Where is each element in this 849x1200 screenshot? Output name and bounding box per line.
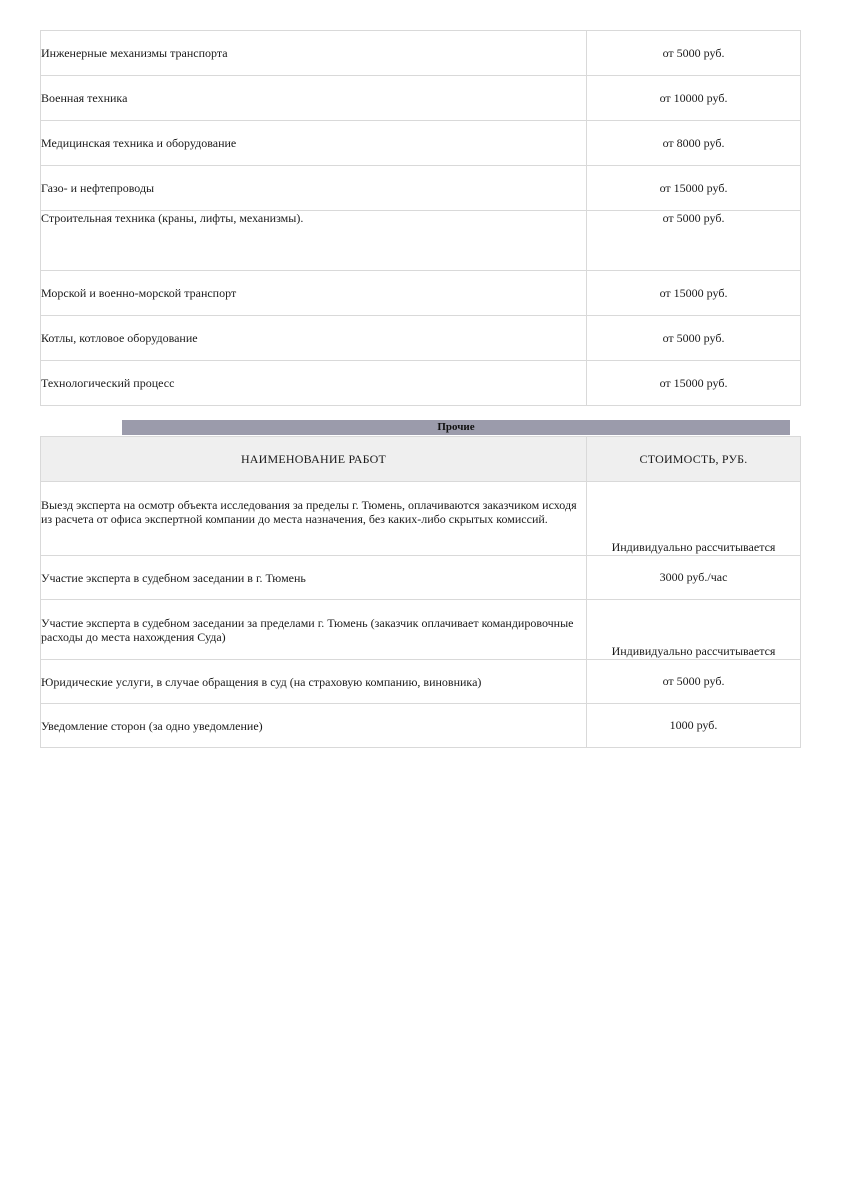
service-name: Участие эксперта в судебном заседании в г. Тюмень	[41, 556, 587, 600]
table-row	[41, 482, 801, 556]
table-row	[41, 556, 801, 600]
table-row	[41, 211, 801, 271]
service-name: Выезд эксперта на осмотр объекта исследования за пределы г. Тюмень, оплачиваются заказчиком исходя из расчета от офиса экспертной компании до места назначения, без каких-либо скрытых комиссий.	[41, 482, 587, 556]
section-title-band: Прочие	[122, 420, 790, 435]
service-price: Индивидуально рассчитывается	[587, 482, 801, 556]
service-price: 3000 руб./час	[587, 556, 801, 600]
table-header-row	[41, 437, 801, 482]
service-price: от 8000 руб.	[587, 121, 801, 166]
service-price: 1000 руб.	[587, 704, 801, 748]
table-row	[41, 316, 801, 361]
service-name: Инженерные механизмы транспорта	[41, 31, 587, 76]
service-price: Индивидуально рассчитывается	[587, 600, 801, 660]
service-name: Уведомление сторон (за одно уведомление)	[41, 704, 587, 748]
equipment-price-table	[40, 30, 801, 406]
table-row	[41, 166, 801, 211]
table-row	[41, 704, 801, 748]
table-row	[41, 361, 801, 406]
table-row	[41, 600, 801, 660]
table-row	[41, 76, 801, 121]
service-price: от 15000 руб.	[587, 361, 801, 406]
service-price: от 5000 руб.	[587, 31, 801, 76]
service-name: Морской и военно-морской транспорт	[41, 271, 587, 316]
service-price: от 5000 руб.	[587, 316, 801, 361]
service-name: Военная техника	[41, 76, 587, 121]
table-row	[41, 121, 801, 166]
service-name: Медицинская техника и оборудование	[41, 121, 587, 166]
service-name: Участие эксперта в судебном заседании за пределами г. Тюмень (заказчик оплачивает командировочные расходы до места нахождения Суда)	[41, 600, 587, 660]
service-name: Строительная техника (краны, лифты, механизмы).	[41, 211, 587, 271]
column-header-name: НАИМЕНОВАНИЕ РАБОТ	[41, 437, 587, 482]
service-price: от 5000 руб.	[587, 211, 801, 271]
service-price: от 15000 руб.	[587, 271, 801, 316]
column-header-price: СТОИМОСТЬ, РУБ.	[587, 437, 801, 482]
service-price: от 5000 руб.	[587, 660, 801, 704]
service-name: Газо- и нефтепроводы	[41, 166, 587, 211]
table-row	[41, 660, 801, 704]
other-services-table	[40, 436, 801, 748]
table-row	[41, 271, 801, 316]
service-price: от 15000 руб.	[587, 166, 801, 211]
service-name: Котлы, котловое оборудование	[41, 316, 587, 361]
service-name: Юридические услуги, в случае обращения в суд (на страховую компанию, виновника)	[41, 660, 587, 704]
service-price: от 10000 руб.	[587, 76, 801, 121]
table-row	[41, 31, 801, 76]
service-name: Технологический процесс	[41, 361, 587, 406]
